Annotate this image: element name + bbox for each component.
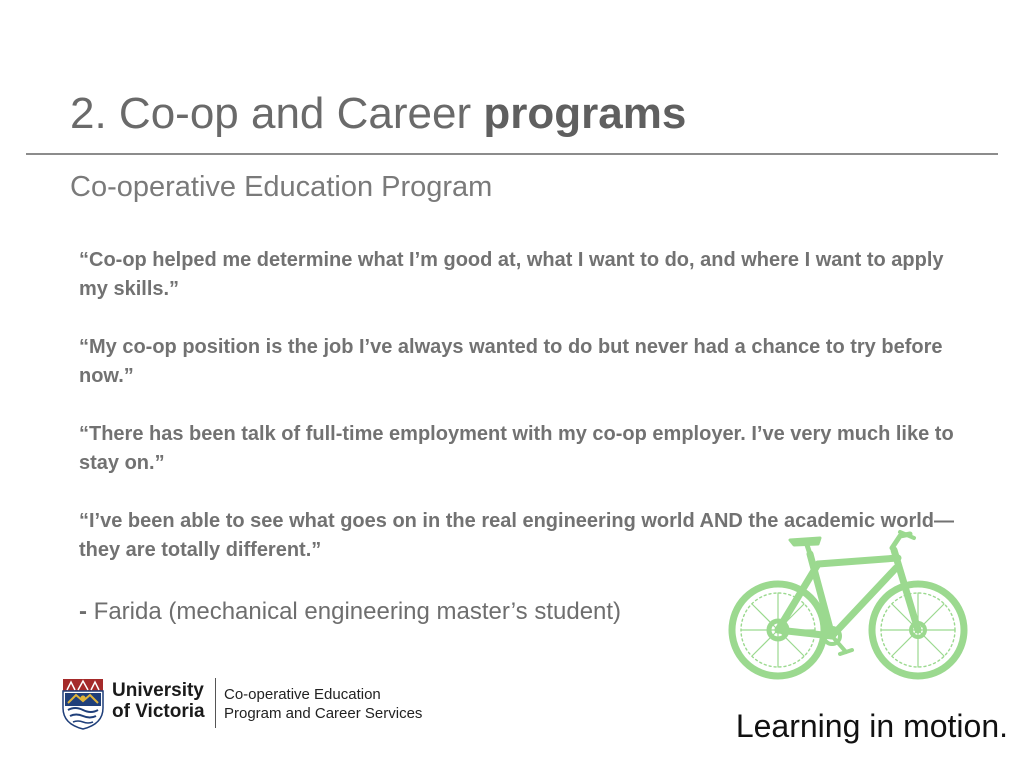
university-name-line1: University — [112, 680, 204, 701]
university-name-line2: of Victoria — [112, 701, 205, 722]
quote-1: “Co-op helped me determine what I’m good at, what I want to do, and where I want to apply my skills.” — [79, 249, 944, 300]
quote-4: “I’ve been able to see what goes on in the real engineering world AND the academic world—they are totally different.” — [79, 510, 955, 561]
quote-attribution — [79, 598, 621, 626]
attribution-text: Farida (mechanical engineering master’s student) — [87, 598, 622, 625]
university-crest-icon — [62, 678, 104, 730]
slide-title-regular: 2. Co-op and Career — [70, 89, 484, 138]
logo-divider — [215, 678, 216, 728]
bicycle-icon — [728, 524, 972, 686]
slide-subtitle: Co-operative Education Program — [70, 171, 493, 203]
tagline: Learning in motion. — [735, 708, 1008, 744]
university-name — [112, 680, 205, 722]
attribution-dash: - — [79, 598, 87, 625]
quote-3: “There has been talk of full-time employment with my co-op employer. I’ve very much like to stay on.” — [79, 423, 954, 474]
department-name-line1: Co-operative Education — [224, 686, 381, 703]
slide-title-bold: programs — [483, 89, 687, 138]
department-name — [224, 685, 422, 723]
slide-title — [70, 90, 686, 138]
quote-2: “My co-op position is the job I’ve always wanted to do but never had a chance to try before now.” — [79, 336, 943, 387]
title-divider — [26, 153, 998, 155]
department-name-line2: Program and Career Services — [224, 705, 423, 722]
university-logo — [62, 676, 442, 732]
